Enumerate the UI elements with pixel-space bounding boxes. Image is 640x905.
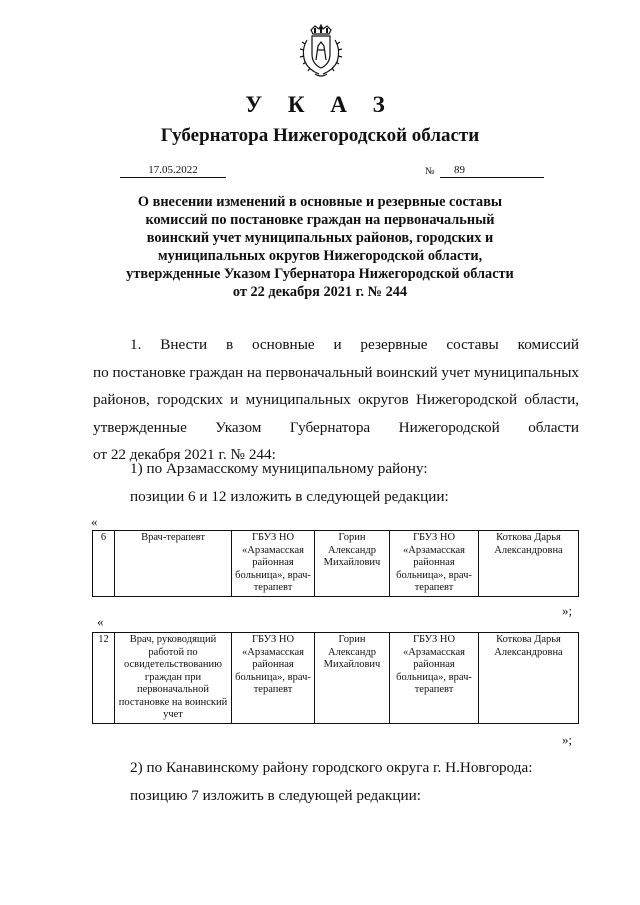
table-cell: ГБУЗ НО «Арзамасская районная больница», врач-терапевт: [232, 531, 315, 597]
table-row: [93, 633, 579, 724]
paragraph-line: от 22 декабря 2021 г. № 244:: [93, 446, 276, 463]
document-date: 17.05.2022: [120, 163, 226, 178]
table-cell: 12: [93, 633, 115, 724]
heading-line: О внесении изменений в основные и резервные составы: [137, 194, 503, 210]
document-number: 89: [440, 163, 544, 178]
table-cell: ГБУЗ НО «Арзамасская районная больница», врач-терапевт: [390, 531, 479, 597]
heading-line: утвержденные Указом Губернатора Нижегородской области: [126, 266, 514, 282]
table-cell: Коткова Дарья Александровна: [479, 633, 579, 724]
heading-line: муниципальных округов Нижегородской области,: [157, 248, 483, 264]
paragraph-1: [93, 331, 579, 469]
document-heading: [95, 193, 545, 301]
paragraph-line: утвержденные Указом Губернатора Нижегородской области: [93, 418, 579, 436]
paragraph-line: 1. Внести в основные и резервные составы комиссий: [130, 336, 579, 353]
document-title: У К А З: [245, 92, 395, 117]
heading-line: воинский учет муниципальных районов, городских и: [146, 230, 494, 246]
table-cell: Коткова Дарья Александровна: [479, 531, 579, 597]
document-issuer: Губернатора Нижегородской области: [160, 125, 480, 146]
paragraph-line: районов, городских и муниципальных округов Нижегородской области,: [93, 391, 579, 408]
quote-open: «: [91, 514, 98, 529]
heading-line: от 22 декабря 2021 г. № 244: [232, 284, 408, 300]
number-sign: №: [425, 166, 435, 177]
nizhny-novgorod-coat-of-arms-icon: [297, 24, 345, 78]
item-1-sub: позиции 6 и 12 изложить в следующей редакции:: [130, 488, 449, 505]
table-cell: Горин Александр Михайлович: [315, 633, 390, 724]
table-cell: ГБУЗ НО «Арзамасская районная больница», врач-терапевт: [232, 633, 315, 724]
position-table-6: [92, 530, 579, 597]
table-cell: Горин Александр Михайлович: [315, 531, 390, 597]
paragraph-line: по постановке граждан на первоначальный воинский учет муниципальных: [93, 363, 579, 381]
item-2: 2) по Канавинскому району городского округа г. Н.Новгорода:: [130, 759, 533, 776]
position-table-12: [92, 632, 579, 724]
quote-close: »;: [562, 603, 573, 618]
table-cell: ГБУЗ НО «Арзамасская районная больница», врач-терапевт: [390, 633, 479, 724]
table-cell: 6: [93, 531, 115, 597]
quote-open: «: [97, 614, 104, 629]
quote-close: »;: [562, 732, 573, 747]
item-1: 1) по Арзамасскому муниципальному району:: [130, 460, 428, 477]
table-cell: Врач-терапевт: [115, 531, 232, 597]
table-cell: Врач, руководящий работой по освидетельствованию граждан при первоначальной постановке на воинский учет: [115, 633, 232, 724]
item-2-sub: позицию 7 изложить в следующей редакции:: [130, 787, 421, 804]
heading-line: комиссий по постановке граждан на первоначальный: [145, 212, 495, 228]
table-row: [93, 531, 579, 597]
